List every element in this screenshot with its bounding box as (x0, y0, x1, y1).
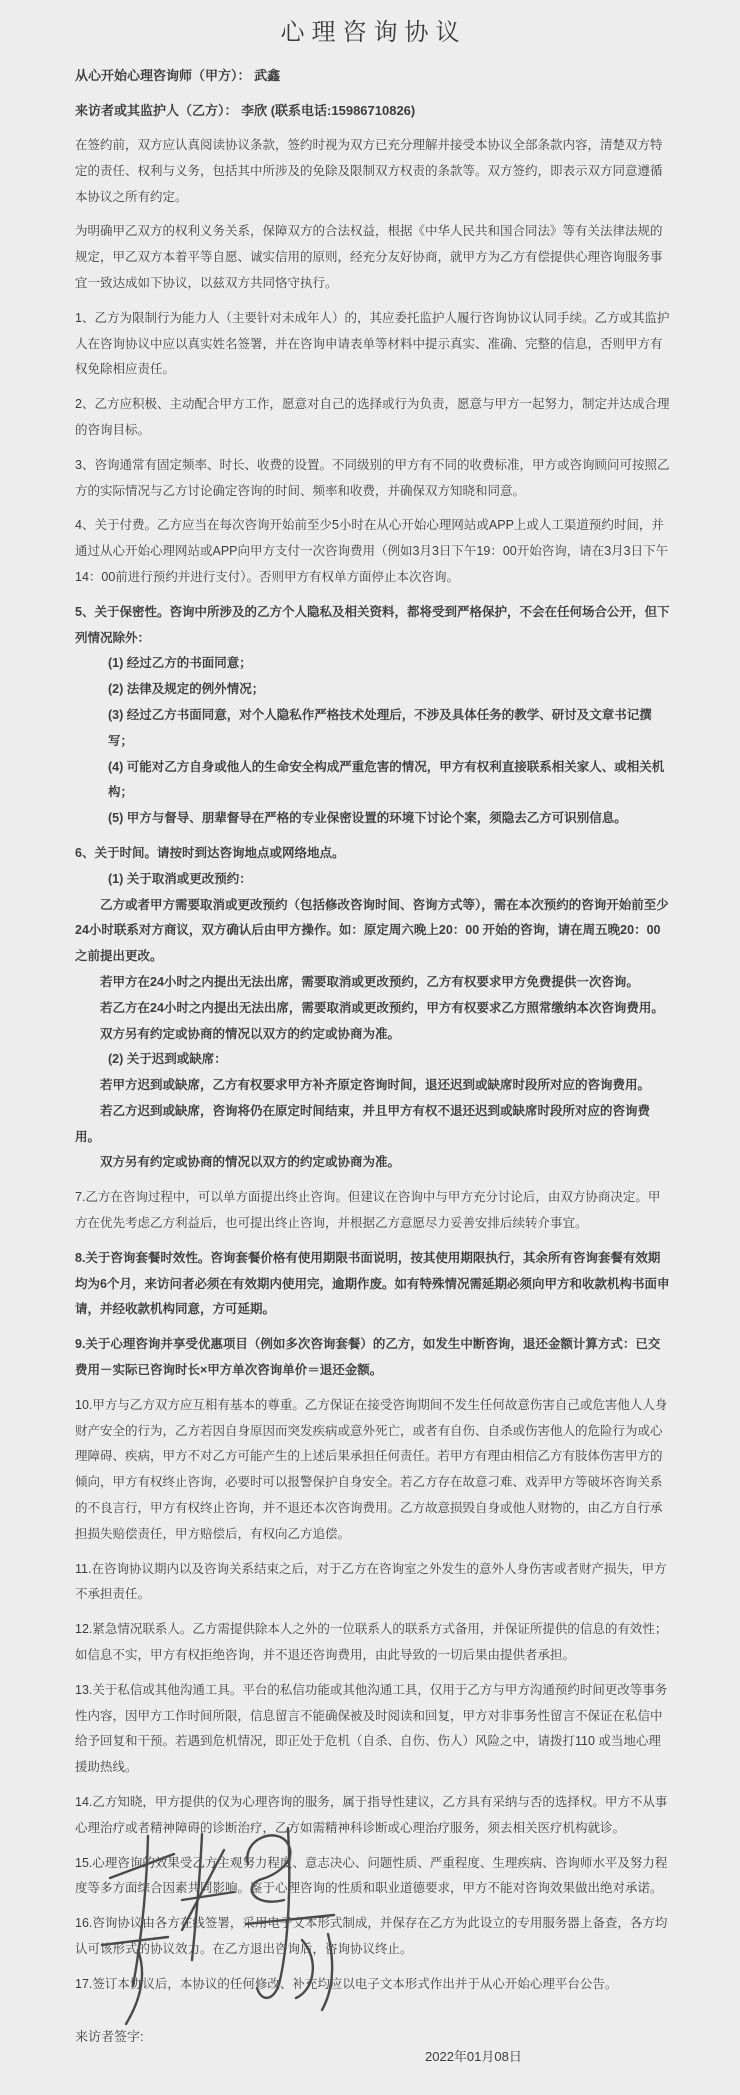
clause: 若甲方迟到或缺席，乙方有权要求甲方补齐原定咨询时间，退还迟到或缺席时段所对应的咨询费用。 (100, 1078, 651, 1093)
clause: (2) 关于迟到或缺席： (108, 1052, 227, 1067)
clause: 11.在咨询协议期内以及咨询关系结束之后，对于乙方在咨询室之外发生的意外人身伤害或者财产损失，甲方不承担责任。 (75, 1561, 667, 1602)
clause: (1) 关于取消或更改预约： (108, 871, 252, 886)
visitor-signature-label: 来访者签字: (75, 2028, 144, 2044)
clause: 为明确甲乙双方的权利义务关系，保障双方的合法权益，根据《中华人民共和国合同法》等有关法律法规的规定，甲乙双方本着平等自愿、诚实信用的原则，经充分友好协商，就甲方为乙方有偿提供心理咨询服务事宜一致达成如下协议，以兹双方共同恪守执行。 (75, 224, 663, 290)
clause: 15.心理咨询的效果受乙方主观努力程度、意志决心、问题性质、严重程度、生理疾病、咨询师水平及努力程度等多方面综合因素共同影响。鉴于心理咨询的性质和职业道德要求，甲方不能对咨询效果做出绝对承诺。 (75, 1855, 668, 1896)
clause: 2、乙方应积极、主动配合甲方工作，愿意对自己的选择或行为负责，愿意与甲方一起努力，制定并达成合理的咨询目标。 (75, 397, 670, 437)
clause: 14.乙方知晓，甲方提供的仅为心理咨询的服务，属于指导性建议，乙方具有采纳与否的选择权。甲方不从事心理治疗或者精神障碍的诊断治疗，乙方如需精神科诊断或心理治疗服务，须去相关医疗机构就诊。 (75, 1795, 668, 1835)
clause: 16.咨询协议由各方在线签署，采用电子文本形式制成，并保存在乙方为此设立的专用服务器上备查，各方均认可该形式的协议效力。在乙方退出咨询后，咨询协议终止。 (75, 1916, 668, 1956)
signature-date: 2022年01月08日 (425, 2049, 522, 2064)
clause: 乙方或者甲方需要取消或更改预约（包括修改咨询时间、咨询方式等），需在本次预约的咨询开始前至少24小时联系对方商议，双方确认后由甲方操作。如：原定周六晚上20：00 开始的咨询，请在周五晚20：00 之前提出更改。 (75, 897, 669, 964)
clause: 4、关于付费。乙方应当在每次咨询开始前至少5小时在从心开始心理网站或APP上或人工渠道预约时间，并通过从心开始心理网站或APP向甲方支付一次咨询费用（例如3月3日下午19：00开始咨询，请在3月3日下午14：00前进行预约并进行支付）。否则甲方有权单方面停止本次咨询。 (75, 518, 669, 584)
clause: 13.关于私信或其他沟通工具。平台的私信功能或其他沟通工具，仅用于乙方与甲方沟通预约时间更改等事务性内容，因甲方工作时间所限，信息留言不能确保被及时阅读和回复，甲方对非事务性留言不保证在私信中给予回复和干预。若遇到危机情况，即正处于危机（自杀、自伤、伤人）风险之中，请拨打110 或当地心理援助热线。 (75, 1682, 668, 1775)
clause: 双方另有约定或协商的情况以双方的约定或协商为准。 (100, 1026, 401, 1041)
clause: 若乙方在24小时之内提出无法出席，需要取消或更改预约，甲方有权要求乙方照常缴纳本次咨询费用。 (100, 1000, 664, 1015)
clause: 8.关于咨询套餐时效性。咨询套餐价格有使用期限书面说明，按其使用期限执行，其余所有咨询套餐有效期均为6个月，来访问者必须在有效期内使用完，逾期作废。如有特殊情况需延期必须向甲方和收款机构书面申请，并经收款机构同意，方可延期。 (75, 1250, 670, 1317)
clause: (2) 法律及规定的例外情况； (108, 682, 265, 697)
clauses (75, 133, 672, 1998)
clause: 双方另有约定或协商的情况以双方的约定或协商为准。 (100, 1155, 401, 1170)
clause: 若甲方在24小时之内提出无法出席，需要取消或更改预约，乙方有权要求甲方免费提供一次咨询。 (100, 974, 639, 989)
clause: (3) 经过乙方书面同意，对个人隐私作严格技术处理后，不涉及具体任务的教学、研讨及文章书记撰写； (108, 707, 652, 748)
clause: 12.紧急情况联系人。乙方需提供除本人之外的一位联系人的联系方式备用，并保证所提供的信息的有效性；如信息不实，甲方有权拒绝咨询，并不退还咨询费用，由此导致的一切后果由提供者承担。 (75, 1622, 668, 1663)
clause: 9.关于心理咨询并享受优惠项目（例如多次咨询套餐）的乙方，如发生中断咨询，退还金额计算方式：已交费用－实际已咨询时长×甲方单次咨询单价＝退还金额。 (75, 1337, 661, 1378)
party-b-line: 来访者或其监护人（乙方）： 李欣 (联系电话:15986710826) (75, 103, 416, 118)
clause: 3、咨询通常有固定频率、时长、收费的设置。不同级别的甲方有不同的收费标准，甲方或咨询顾问可按照乙方的实际情况与乙方讨论确定咨询的时间、频率和收费，并确保双方知晓和同意。 (75, 457, 670, 498)
clause: 6、关于时间。请按时到达咨询地点或网络地点。 (75, 845, 345, 860)
clause: 若乙方迟到或缺席，咨询将仍在原定时间结束，并且甲方有权不退还迟到或缺席时段所对应的咨询费用。 (75, 1103, 651, 1144)
party-a-line: 从心开始心理咨询师（甲方）： 武鑫 (75, 68, 281, 83)
clause: 在签约前，双方应认真阅读协议条款，签约时视为双方已充分理解并接受本协议全部条款内容，清楚双方特定的责任、权利与义务，包括其中所涉及的免除及限制双方权责的条款等。双方签约，即表示双方同意遵循本协议之所有约定。 (75, 138, 663, 204)
clause: (1) 经过乙方的书面同意； (108, 656, 252, 671)
clause: 5、关于保密性。咨询中所涉及的乙方个人隐私及相关资料，都将受到严格保护，不会在任何场合公开，但下列情况除外： (75, 604, 670, 645)
clause: 17.签订本协议后，本协议的任何修改、补充均应以电子文本形式作出并于从心开始心理平台公告。 (75, 1976, 618, 1991)
clause: 1、乙方为限制行为能力人（主要针对未成年人）的，其应委托监护人履行咨询协议认同手续。乙方或其监护人在咨询协议中应以真实姓名签署，并在咨询申请表单等材料中提示真实、准确、完整的信息，否则甲方有权免除相应责任。 (75, 310, 670, 377)
clause: (5) 甲方与督导、朋辈督导在严格的专业保密设置的环境下讨论个案，须隐去乙方可识别信息。 (108, 811, 627, 826)
clause: (4) 可能对乙方自身或他人的生命安全构成严重危害的情况，甲方有权利直接联系相关家人、或相关机构； (108, 759, 665, 800)
clause: 10.甲方与乙方双方应互相有基本的尊重。乙方保证在接受咨询期间不发生任何故意伤害自己或危害他人人身财产安全的行为，乙方若因自身原因而突发疾病或意外死亡，或者有自伤、自杀或伤害他人的危险行为或心理障碍、疾病，甲方不对乙方可能产生的上述后果承担任何责任。若甲方有理由相信乙方有肢体伤害甲方的倾向，甲方有权终止咨询，必要时可以报警保护自身安全。若乙方存在故意刁难、戏弄甲方等破坏咨询关系的不良言行，甲方有权终止咨询，并不退还本次咨询费用。乙方故意损毁自身或他人财物的，由乙方自行承担损失赔偿责任，甲方赔偿后，有权向乙方追偿。 (75, 1397, 668, 1541)
clause: 7.乙方在咨询过程中，可以单方面提出终止咨询。但建议在咨询中与甲方充分讨论后，由双方协商决定。甲方在优先考虑乙方利益后，也可提出终止咨询，并根据乙方意愿尽力妥善安排后续转介事宜。 (75, 1190, 661, 1231)
handwritten-signature-image (92, 1818, 342, 2048)
page-title: 心理咨询协议 (280, 19, 467, 46)
